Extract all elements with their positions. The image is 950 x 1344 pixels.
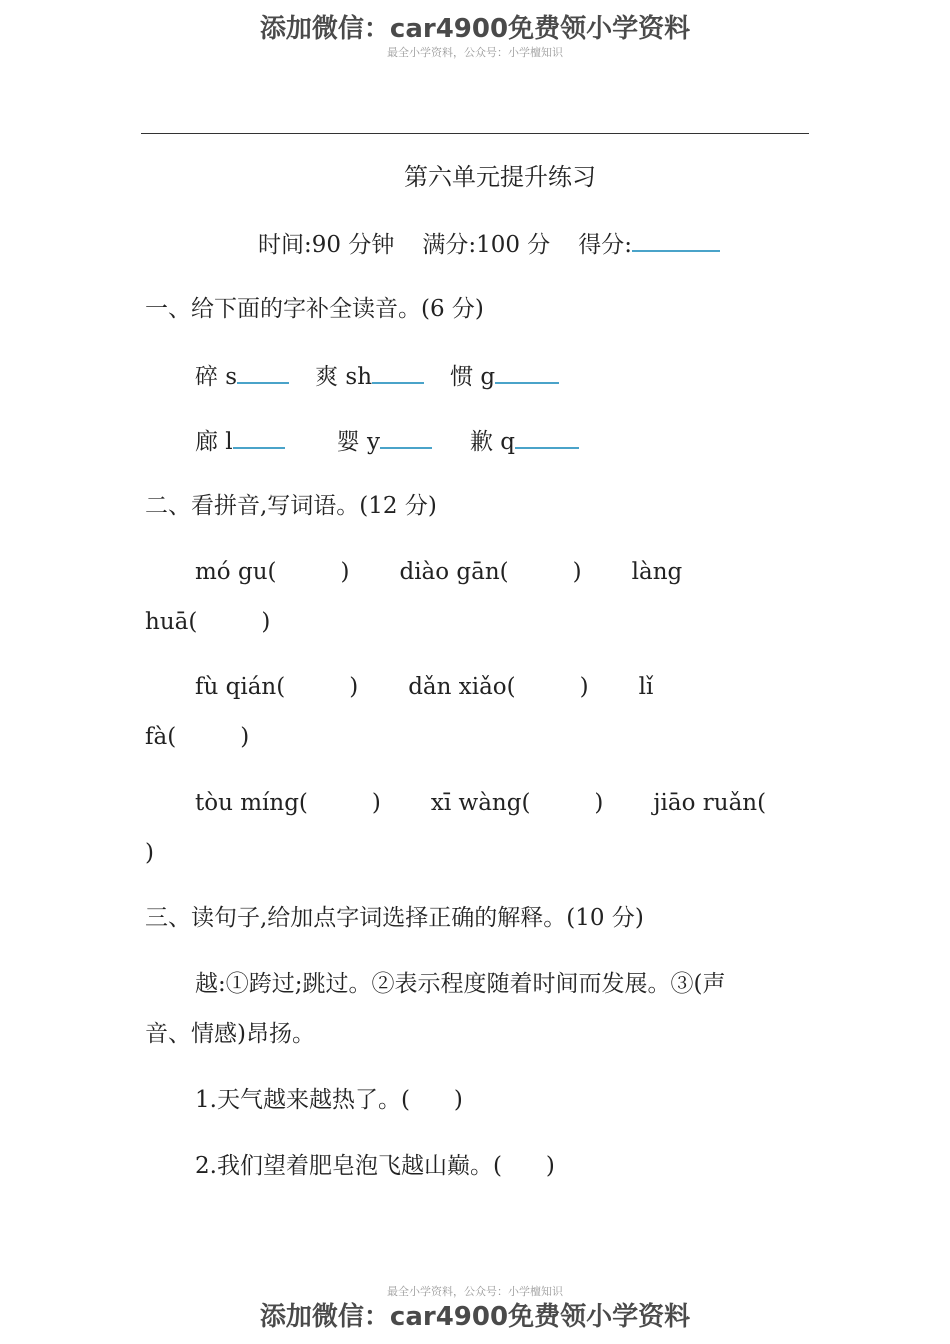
pinyin-line [195, 788, 766, 818]
pinyin-word: mó gu( [195, 559, 277, 585]
pinyin-word: jiāo ruǎn( [653, 790, 767, 816]
watermark-top-sub: 最全小学资料，公众号：小学檀知识 [387, 46, 563, 59]
score-blank[interactable] [632, 228, 720, 252]
watermark-bottom: 添加微信：car4900免费领小学资料 [259, 1302, 691, 1332]
header-rule [141, 133, 809, 134]
section2-heading: 二、看拼音,写词语。(12 分) [145, 493, 437, 519]
paren-close: ) [545, 1153, 555, 1179]
pinyin-prompt: 婴 y [336, 429, 380, 455]
answer-blank[interactable] [372, 360, 424, 384]
pinyin-word: dǎn xiǎo( [408, 674, 516, 700]
pinyin-line [145, 722, 249, 752]
paren-close: ) [453, 1087, 463, 1113]
pinyin-word: lǐ [638, 674, 654, 700]
pinyin-prompt: 惯 g [450, 364, 496, 390]
pinyin-word: tòu míng( [195, 790, 308, 816]
pinyin-prompt: 廊 l [195, 429, 233, 455]
paren-close: ) [572, 559, 582, 585]
pinyin-line [145, 838, 154, 868]
time-label: 时间:90 分钟 [258, 232, 395, 258]
pinyin-word: fù qián( [195, 674, 286, 700]
answer-blank[interactable] [237, 360, 289, 384]
score-label: 得分: [578, 232, 633, 258]
full-score-label: 满分:100 分 [422, 232, 551, 258]
question-text: 2.我们望着肥皂泡飞越山巅。( [195, 1153, 502, 1179]
pinyin-line [145, 607, 270, 637]
exam-info [258, 228, 720, 260]
pinyin-word: fà( [145, 724, 177, 750]
pinyin-prompt: 爽 sh [315, 364, 373, 390]
paren-close: ) [594, 790, 604, 816]
watermark-top: 添加微信：car4900免费领小学资料 [259, 14, 691, 44]
paren-close: ) [349, 674, 359, 700]
question-1 [195, 1085, 463, 1115]
section1-heading: 一、给下面的字补全读音。(6 分) [145, 296, 484, 322]
paren-close: ) [340, 559, 350, 585]
pinyin-word: xī wàng( [430, 790, 531, 816]
paren-close: ) [240, 724, 250, 750]
section1-row1 [195, 360, 559, 392]
paren-close: ) [261, 609, 271, 635]
paren-close: ) [579, 674, 589, 700]
pinyin-line [195, 672, 653, 702]
paren-close: ) [145, 840, 154, 866]
answer-blank[interactable] [233, 425, 285, 449]
question-2 [195, 1151, 555, 1181]
section3-heading: 三、读句子,给加点字词选择正确的解释。(10 分) [145, 905, 644, 931]
pinyin-prompt: 碎 s [195, 364, 238, 390]
pinyin-word: huā( [145, 609, 198, 635]
definition-line2: 音、情感)昂扬。 [145, 1021, 315, 1047]
definition-line1: 越:①跨过;跳过。②表示程度随着时间而发展。③(声 [195, 971, 726, 997]
question-text: 1.天气越来越热了。( [195, 1087, 410, 1113]
pinyin-line [195, 557, 682, 587]
pinyin-word: diào gān( [399, 559, 509, 585]
answer-blank[interactable] [515, 425, 579, 449]
section1-row2 [195, 425, 579, 457]
paren-close: ) [371, 790, 381, 816]
watermark-bottom-sub: 最全小学资料，公众号：小学檀知识 [387, 1285, 563, 1298]
answer-blank[interactable] [495, 360, 559, 384]
pinyin-prompt: 歉 q [469, 429, 516, 455]
answer-blank[interactable] [380, 425, 432, 449]
page-title: 第六单元提升练习 [404, 163, 596, 191]
pinyin-word: làng [631, 559, 683, 585]
